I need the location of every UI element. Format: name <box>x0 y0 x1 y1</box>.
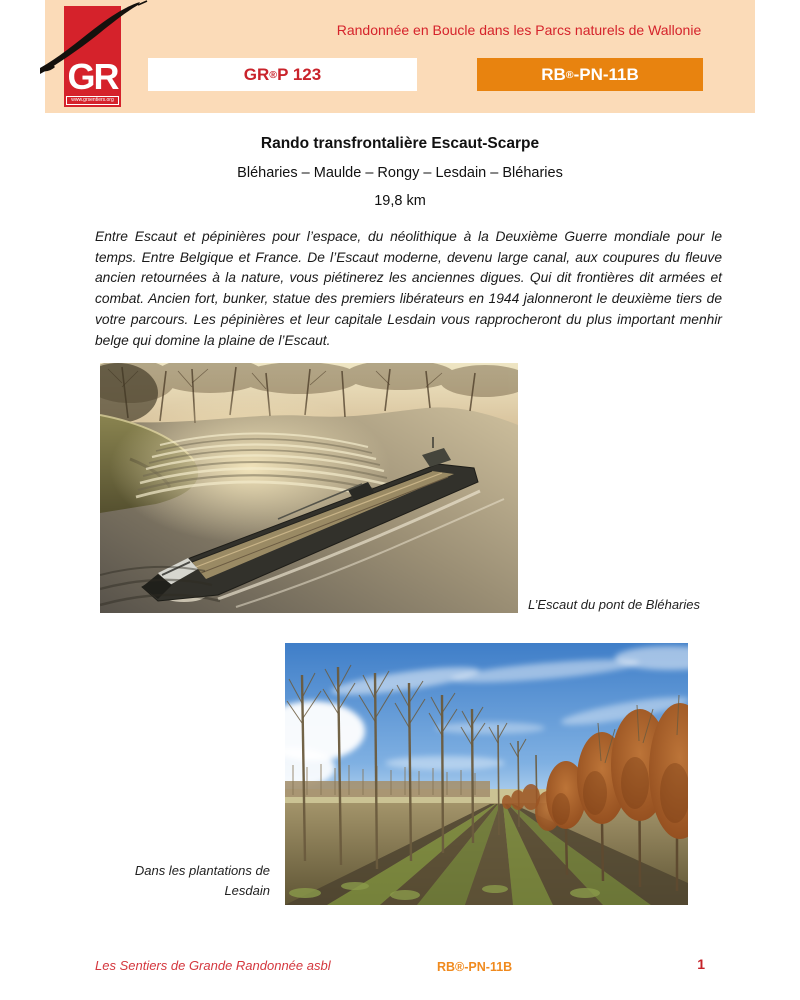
plantation-illustration <box>285 643 688 905</box>
page-title: Rando transfrontalière Escaut-Scarpe <box>260 135 540 152</box>
footer-route-code: RB®-PN-11B <box>437 960 513 974</box>
barge-illustration <box>100 363 518 613</box>
header-tagline: Randonnée en Boucle dans les Parcs naturels de Wallonie <box>336 22 702 38</box>
rb-code-badge <box>477 58 703 91</box>
gr-badge-prefix: GR <box>243 64 270 84</box>
registered-mark: ® <box>269 68 278 81</box>
header-band <box>45 0 755 113</box>
route-villages: Bléharies – Maulde – Rongy – Lesdain – Bléharies <box>237 165 563 181</box>
brush-stroke-icon <box>38 0 150 82</box>
photo-escaut-barge <box>100 363 518 613</box>
registered-mark: ® <box>565 68 574 81</box>
rb-badge-suffix: -PN-11B <box>573 64 639 84</box>
caption-escaut: L’Escaut du pont de Bléharies <box>527 597 700 612</box>
rb-badge-prefix: RB <box>541 64 566 84</box>
gr-logo-letters: GR <box>67 56 118 97</box>
intro-paragraph: Entre Escaut et pépinières pour l’espace, du néolithique à la Deuxième Guerre mondiale pour le temps. Entre Belgique et France. De l’Escaut moderne, devenu large canal, aux coupures du fleuve ancien retournées à la nature, vous piétinerez les anciennes digues. Qui dit frontières dit armées et combat. Ancien fort, bunker, statue des premiers libérateurs en 1944 jalonneront le deuxième tiers de votre parcours. Les pépinières et leur capitale Lesdain vous rapprocheront du plus important menhir belge qui domine la plaine de l’Escaut. <box>95 229 722 348</box>
caption-lesdain: Dans les plantations de Lesdain <box>134 863 270 898</box>
gr-logo-url: www.grsentiers.org <box>66 96 119 105</box>
footer-page-number: 1 <box>697 956 705 972</box>
gr-route-badge <box>148 58 417 91</box>
gr-badge-suffix: P 123 <box>277 64 322 84</box>
photo-lesdain-plantations <box>285 643 688 905</box>
route-distance: 19,8 km <box>374 193 426 209</box>
footer-association: Les Sentiers de Grande Randonnée asbl <box>95 958 331 973</box>
